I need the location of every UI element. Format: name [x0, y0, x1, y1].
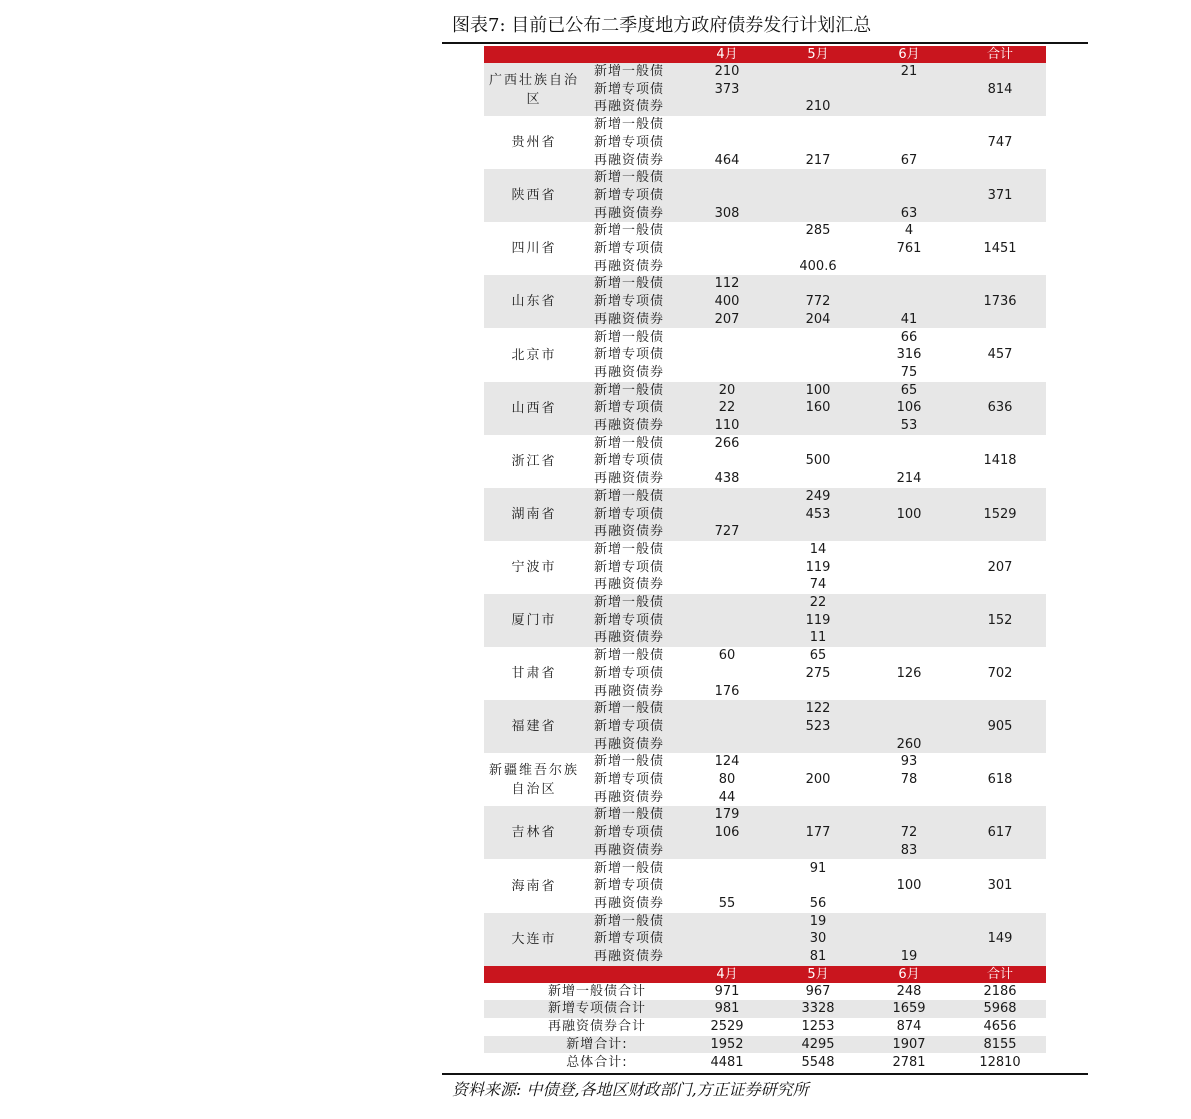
region-total: 371 — [987, 187, 1013, 203]
table-cell: 179 — [714, 807, 740, 823]
region-name: 福建省 — [511, 719, 557, 735]
table-cell: 124 — [714, 754, 740, 770]
row-label: 新增专项债 — [594, 718, 665, 734]
row-label: 再融资债券 — [594, 949, 665, 964]
table-cell: 93 — [900, 754, 918, 770]
summary-cell: 1907 — [892, 1036, 926, 1052]
table-cell: 66 — [900, 329, 918, 345]
summary-cell: 2781 — [892, 1054, 926, 1070]
source-note: 资料来源: 中债登,各地区财政部门,方正证券研究所 — [452, 1080, 809, 1099]
table-cell: 177 — [805, 825, 831, 841]
row-label: 新增一般债 — [594, 435, 665, 451]
region-name: 广西壮族自治区 — [488, 72, 579, 107]
row-label: 新增一般债 — [594, 860, 665, 876]
row-label: 新增一般债 — [594, 648, 665, 664]
row-label: 再融资债券 — [594, 895, 665, 911]
row-label: 新增专项债 — [594, 134, 665, 150]
row-label: 新增专项债 — [594, 931, 665, 947]
table-cell: 400.6 — [799, 258, 837, 274]
row-label: 新增一般债 — [594, 329, 665, 345]
bottom-rule — [442, 1073, 1088, 1075]
table-cell: 100 — [896, 878, 922, 894]
region-total: 814 — [987, 81, 1013, 97]
table-cell: 22 — [718, 400, 736, 416]
table-cell: 210 — [805, 99, 831, 115]
summary-row — [484, 1000, 1046, 1018]
row-label: 新增专项债 — [594, 241, 665, 256]
region-total: 1529 — [983, 506, 1017, 522]
row-label: 新增专项债 — [594, 612, 665, 628]
table-cell: 200 — [805, 772, 831, 787]
column-header: 合计 — [986, 47, 1013, 62]
table-cell: 53 — [900, 418, 918, 433]
row-label: 新增一般债 — [594, 595, 665, 610]
table-cell: 438 — [714, 471, 740, 487]
table-cell: 100 — [805, 382, 831, 398]
row-label: 新增专项债 — [594, 347, 665, 363]
row-label: 新增一般债 — [594, 64, 665, 79]
summary-cell: 2529 — [710, 1019, 744, 1035]
table-cell: 207 — [714, 311, 740, 327]
table-cell: 19 — [900, 949, 918, 964]
table-cell: 91 — [809, 860, 827, 876]
table-cell: 176 — [714, 683, 740, 699]
table-cell: 285 — [805, 223, 831, 239]
table-cell: 67 — [900, 152, 918, 168]
row-label: 再融资债券 — [594, 630, 665, 646]
region-name: 厦门市 — [511, 613, 557, 629]
table-cell: 22 — [809, 595, 827, 610]
table-cell: 119 — [805, 559, 831, 575]
table-cell: 373 — [714, 81, 740, 97]
summary-cell: 981 — [714, 1001, 740, 1017]
region-name: 四川省 — [511, 241, 557, 257]
table-cell: 119 — [805, 612, 831, 628]
table-cell: 772 — [805, 294, 831, 310]
table-cell: 217 — [805, 152, 831, 168]
table-cell: 126 — [896, 665, 922, 681]
region-name: 大连市 — [511, 931, 557, 947]
summary-cell: 12810 — [979, 1054, 1021, 1070]
row-label: 新增专项债 — [594, 878, 665, 894]
region-name: 北京市 — [511, 347, 557, 363]
table-cell: 19 — [809, 913, 827, 929]
column-header-row — [484, 966, 1046, 983]
region-total: 207 — [987, 559, 1013, 575]
row-label: 新增专项债 — [594, 294, 665, 310]
table-cell: 204 — [805, 311, 831, 327]
table-cell: 214 — [896, 471, 922, 487]
row-label: 新增一般债 — [594, 488, 665, 504]
region-name: 吉林省 — [511, 825, 557, 841]
table-cell: 106 — [714, 825, 740, 841]
region-name: 新疆维吾尔族自治区 — [488, 762, 579, 797]
region-total: 747 — [987, 134, 1013, 150]
row-label: 再融资债券 — [594, 152, 665, 168]
row-label: 再融资债券 — [594, 418, 665, 433]
row-label: 新增专项债 — [594, 772, 665, 787]
table-cell: 308 — [714, 205, 740, 221]
summary-row — [484, 1018, 1046, 1036]
row-label: 新增专项债 — [594, 187, 665, 203]
summary-cell: 1659 — [892, 1001, 926, 1017]
table-cell: 55 — [718, 895, 736, 911]
row-label: 再融资债券 — [594, 99, 665, 115]
summary-cell: 2186 — [983, 983, 1017, 999]
row-label: 再融资债券 — [594, 205, 665, 221]
summary-cell: 4481 — [710, 1054, 744, 1070]
region-total: 905 — [987, 718, 1013, 734]
region-name: 海南省 — [511, 878, 557, 894]
table-cell: 400 — [714, 294, 740, 310]
table-cell: 500 — [805, 453, 831, 469]
row-label: 再融资债券 — [594, 364, 665, 380]
row-label: 新增一般债 — [594, 701, 665, 717]
column-header: 5月 — [807, 47, 829, 62]
table-cell: 464 — [714, 152, 740, 168]
region-name: 贵州省 — [511, 135, 557, 151]
summary-label: 新增一般债合计 — [547, 983, 646, 999]
summary-label: 新增合计: — [566, 1036, 628, 1052]
row-label: 再融资债券 — [594, 258, 665, 274]
table-cell: 41 — [900, 311, 918, 327]
summary-cell: 1253 — [801, 1019, 835, 1035]
table-cell: 110 — [714, 418, 740, 433]
table-cell: 72 — [900, 825, 918, 841]
region-total: 1418 — [983, 453, 1017, 469]
table-cell: 266 — [714, 435, 740, 451]
table-cell: 20 — [718, 382, 736, 398]
table-cell: 106 — [896, 400, 922, 416]
region-total: 702 — [987, 665, 1013, 681]
table-cell: 260 — [896, 736, 922, 752]
table-cell: 727 — [714, 524, 740, 540]
column-header: 6月 — [898, 966, 920, 982]
row-label: 再融资债券 — [594, 683, 665, 699]
table-cell: 160 — [805, 400, 831, 416]
bond-issuance-table — [484, 46, 1046, 1071]
row-label: 新增一般债 — [594, 223, 665, 239]
table-cell: 81 — [809, 949, 827, 964]
row-label: 新增一般债 — [594, 382, 665, 398]
region-name: 宁波市 — [511, 559, 557, 575]
row-label: 再融资债券 — [594, 524, 665, 540]
summary-row — [484, 983, 1046, 1001]
table-cell: 761 — [896, 241, 922, 256]
table-cell: 21 — [900, 64, 918, 79]
table-cell: 275 — [805, 665, 831, 681]
column-header: 4月 — [716, 47, 738, 62]
row-label: 新增专项债 — [594, 400, 665, 416]
table-cell: 75 — [900, 364, 918, 380]
summary-cell: 5548 — [801, 1054, 835, 1070]
row-label: 新增一般债 — [594, 541, 665, 557]
row-label: 再融资债券 — [594, 842, 665, 858]
row-label: 新增专项债 — [594, 825, 665, 841]
summary-cell: 5968 — [983, 1001, 1017, 1017]
region-name: 湖南省 — [511, 506, 557, 522]
row-label: 新增一般债 — [594, 754, 665, 770]
table-cell: 65 — [809, 648, 827, 664]
summary-cell: 8155 — [983, 1036, 1017, 1052]
region-name: 陕西省 — [511, 188, 557, 204]
row-label: 新增专项债 — [594, 453, 665, 469]
summary-label: 再融资债券合计 — [547, 1019, 646, 1035]
table-cell: 210 — [714, 64, 740, 79]
region-total: 618 — [987, 772, 1013, 787]
table-cell: 63 — [900, 205, 918, 221]
region-total: 636 — [987, 400, 1013, 416]
region-total: 1736 — [983, 294, 1017, 310]
column-header: 5月 — [807, 966, 829, 982]
region-name: 山东省 — [511, 294, 557, 310]
row-label: 新增专项债 — [594, 665, 665, 681]
region-total: 149 — [987, 931, 1013, 947]
region-total: 152 — [987, 612, 1013, 628]
row-label: 新增一般债 — [594, 117, 665, 133]
row-label: 新增专项债 — [594, 559, 665, 575]
table-cell: 83 — [900, 842, 918, 858]
table-cell: 523 — [805, 718, 831, 734]
column-header: 合计 — [986, 966, 1013, 982]
summary-cell: 4656 — [983, 1019, 1017, 1035]
table-cell: 74 — [809, 577, 827, 593]
table-cell: 249 — [805, 488, 831, 504]
row-label: 新增一般债 — [594, 170, 665, 186]
region-name: 山西省 — [511, 400, 557, 416]
column-header-row — [484, 46, 1046, 63]
figure-title: 图表7: 目前已公布二季度地方政府债券发行计划汇总 — [452, 15, 872, 36]
region-name: 甘肃省 — [511, 666, 557, 682]
table-cell: 56 — [809, 895, 827, 911]
table-cell: 60 — [718, 648, 736, 664]
summary-cell: 4295 — [801, 1036, 835, 1052]
top-rule — [442, 42, 1088, 44]
summary-cell: 248 — [896, 983, 922, 999]
row-label: 再融资债券 — [594, 789, 665, 805]
summary-label: 总体合计: — [566, 1054, 628, 1070]
table-cell: 453 — [805, 506, 831, 522]
row-label: 新增一般债 — [594, 807, 665, 823]
table-cell: 80 — [718, 772, 736, 787]
row-label: 再融资债券 — [594, 736, 665, 752]
summary-label: 新增专项债合计 — [547, 1001, 646, 1017]
row-label: 新增一般债 — [594, 913, 665, 929]
summary-cell: 1952 — [710, 1036, 744, 1052]
region-total: 1451 — [983, 241, 1017, 256]
table-cell: 112 — [714, 276, 740, 292]
table-cell: 100 — [896, 506, 922, 522]
table-cell: 316 — [896, 347, 922, 363]
table-cell: 4 — [904, 223, 914, 239]
table-cell: 78 — [900, 772, 918, 787]
region-name: 浙江省 — [511, 453, 557, 469]
table-cell: 65 — [900, 382, 918, 398]
summary-cell: 3328 — [801, 1001, 835, 1017]
row-label: 再融资债券 — [594, 577, 665, 593]
region-total: 457 — [987, 347, 1013, 363]
region-total: 617 — [987, 825, 1013, 841]
table-cell: 14 — [809, 541, 827, 557]
column-header: 6月 — [898, 47, 920, 62]
row-label: 新增专项债 — [594, 506, 665, 522]
region-total: 301 — [987, 878, 1013, 894]
summary-cell: 971 — [714, 983, 740, 999]
row-label: 再融资债券 — [594, 471, 665, 487]
row-label: 新增一般债 — [594, 276, 665, 292]
summary-row — [484, 1054, 1046, 1072]
column-header: 4月 — [716, 966, 738, 982]
row-label: 新增专项债 — [594, 81, 665, 97]
row-label: 再融资债券 — [594, 311, 665, 327]
summary-row — [484, 1036, 1046, 1054]
table-cell: 122 — [805, 701, 831, 717]
table-cell: 11 — [809, 630, 827, 646]
summary-cell: 967 — [805, 983, 831, 999]
table-cell: 44 — [718, 789, 736, 805]
summary-cell: 874 — [896, 1019, 922, 1035]
table-cell: 30 — [809, 931, 827, 947]
